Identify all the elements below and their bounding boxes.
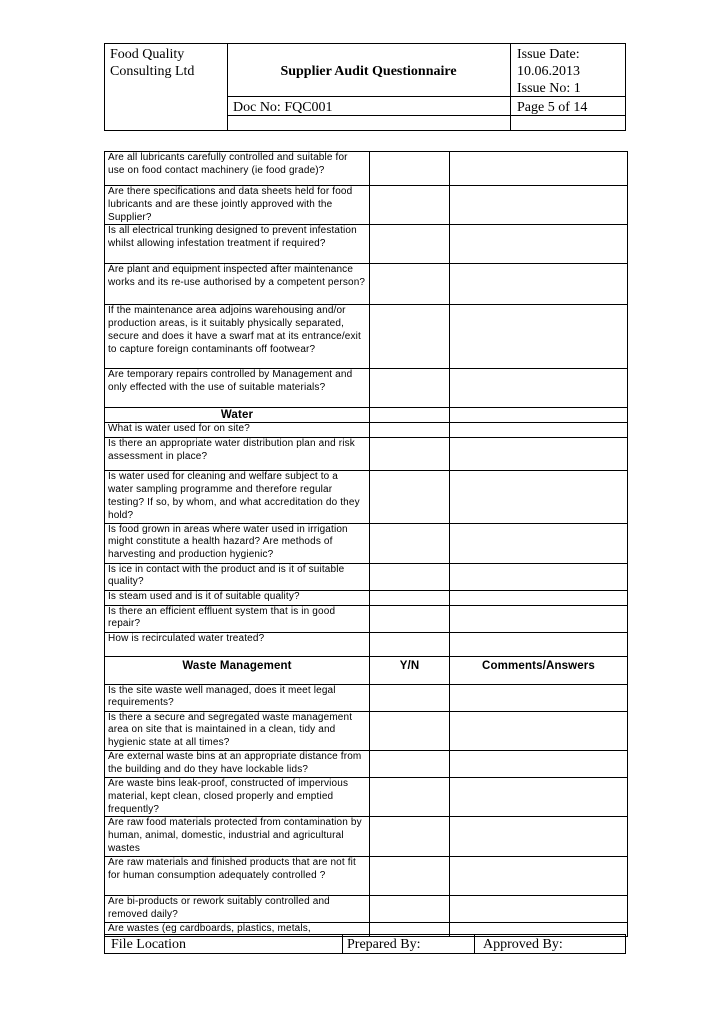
file-location-label: File Location: [111, 937, 187, 952]
table-body-waste: [105, 684, 628, 936]
comment-cell[interactable]: [450, 369, 628, 408]
page-number: Page 5 of 14: [517, 100, 588, 115]
question-row: [105, 369, 628, 408]
question-text: Is all electrical trunking designed to prevent infestation whilst allowing infestation treatment if required?: [105, 225, 370, 264]
section-row-water: [105, 408, 628, 423]
issue-number: Issue No: 1: [517, 81, 581, 96]
question-text: Is food grown in areas where water used in irrigation might constitute a health hazard? Are methods of harvesting and production hygienic?: [105, 523, 370, 563]
footer-divider: [342, 935, 343, 953]
question-row: [105, 423, 628, 438]
comment-cell[interactable]: [450, 438, 628, 471]
header-divider: [510, 44, 511, 130]
questionnaire-table: [104, 151, 628, 937]
answer-cell[interactable]: [370, 563, 450, 590]
company-name-line1: Food Quality: [110, 47, 185, 62]
answer-cell[interactable]: [370, 590, 450, 605]
question-text: Is steam used and is it of suitable quality?: [105, 590, 370, 605]
section-heading-waste-management: Waste Management: [105, 656, 370, 684]
comment-cell[interactable]: [450, 305, 628, 369]
question-text: Are plant and equipment inspected after maintenance works and its re-use authorised by a competent person?: [105, 264, 370, 305]
column-header-row: [105, 656, 628, 684]
column-header-comments: Comments/Answers: [450, 656, 628, 684]
answer-cell[interactable]: [370, 369, 450, 408]
question-row: [105, 777, 628, 816]
comment-cell[interactable]: [450, 523, 628, 563]
comment-cell[interactable]: [450, 225, 628, 264]
answer-cell[interactable]: [370, 777, 450, 816]
question-row: [105, 632, 628, 656]
answer-cell[interactable]: [370, 632, 450, 656]
question-row: [105, 152, 628, 186]
question-text: What is water used for on site?: [105, 423, 370, 438]
question-text: Are all lubricants carefully controlled and suitable for use on food contact machinery (ie food grade)?: [105, 152, 370, 186]
comment-cell[interactable]: [450, 186, 628, 225]
question-text: Is there a secure and segregated waste management area on site that is maintained in a clean, tidy and hygienic state at all times?: [105, 711, 370, 750]
question-text: Is ice in contact with the product and is it of suitable quality?: [105, 563, 370, 590]
table-body-water: [105, 423, 628, 656]
comment-cell[interactable]: [450, 711, 628, 750]
question-row: [105, 264, 628, 305]
question-row: [105, 684, 628, 711]
question-row: [105, 563, 628, 590]
question-text: Is there an efficient effluent system that is in good repair?: [105, 605, 370, 632]
answer-cell[interactable]: [370, 152, 450, 186]
comment-cell[interactable]: [450, 605, 628, 632]
answer-cell[interactable]: [370, 605, 450, 632]
question-row: [105, 186, 628, 225]
question-text: Are temporary repairs controlled by Management and only effected with the use of suitable materials?: [105, 369, 370, 408]
answer-cell[interactable]: [370, 711, 450, 750]
company-name-line2: Consulting Ltd: [110, 64, 195, 79]
comment-cell[interactable]: [450, 264, 628, 305]
question-text: Are there specifications and data sheets held for food lubricants and are these jointly approved with the Supplier?: [105, 186, 370, 225]
header-divider: [227, 44, 228, 130]
answer-cell[interactable]: [370, 264, 450, 305]
question-text: Are wastes (eg cardboards, plastics, metals,: [105, 922, 370, 936]
document-header: [104, 43, 626, 131]
document-footer: [104, 934, 626, 954]
comment-cell[interactable]: [450, 632, 628, 656]
question-row: [105, 225, 628, 264]
comment-cell[interactable]: [450, 856, 628, 895]
comment-cell[interactable]: [450, 152, 628, 186]
question-row: [105, 856, 628, 895]
comment-cell[interactable]: [450, 777, 628, 816]
answer-cell[interactable]: [370, 856, 450, 895]
comment-cell[interactable]: [450, 817, 628, 856]
comment-cell[interactable]: [450, 590, 628, 605]
question-text: Are raw food materials protected from contamination by human, animal, domestic, industrial and agricultural wastes: [105, 817, 370, 856]
section-heading-water: Water: [105, 408, 370, 423]
question-text: Is water used for cleaning and welfare subject to a water sampling programme and therefore regular testing? If so, by whom, and what accreditation do they hold?: [105, 471, 370, 523]
approved-by-label: Approved By:: [483, 937, 563, 952]
comment-cell[interactable]: [450, 471, 628, 523]
question-text: How is recirculated water treated?: [105, 632, 370, 656]
issue-date-label: Issue Date:: [517, 47, 580, 62]
question-row: [105, 590, 628, 605]
answer-cell[interactable]: [370, 423, 450, 438]
table-body-water-heading: [105, 408, 628, 423]
table-body-waste-heading: [105, 656, 628, 684]
answer-cell[interactable]: [370, 186, 450, 225]
question-text: Are bi-products or rework suitably controlled and removed daily?: [105, 895, 370, 922]
question-row: [105, 438, 628, 471]
question-text: Is there an appropriate water distribution plan and risk assessment in place?: [105, 438, 370, 471]
answer-cell[interactable]: [370, 523, 450, 563]
answer-cell[interactable]: [370, 684, 450, 711]
answer-cell[interactable]: [370, 225, 450, 264]
question-row: [105, 817, 628, 856]
question-text: Are external waste bins at an appropriate distance from the building and do they have lockable lids?: [105, 750, 370, 777]
question-text: If the maintenance area adjoins warehousing and/or production areas, is it suitably physically separated, secure and does it have a swarf mat at its entrance/exit to capture foreign contaminants off footwear?: [105, 305, 370, 369]
question-row: [105, 523, 628, 563]
question-text: Are waste bins leak-proof, constructed of impervious material, kept clean, closed properly and emptied frequently?: [105, 777, 370, 816]
answer-cell[interactable]: [370, 408, 450, 423]
comment-cell[interactable]: [450, 895, 628, 922]
question-row: [105, 305, 628, 369]
comment-cell[interactable]: [450, 684, 628, 711]
question-row: [105, 750, 628, 777]
document-title: Supplier Audit Questionnaire: [280, 64, 457, 79]
question-row: [105, 605, 628, 632]
comment-cell[interactable]: [450, 563, 628, 590]
comment-cell[interactable]: [450, 408, 628, 423]
answer-cell[interactable]: [370, 817, 450, 856]
prepared-by-label: Prepared By:: [347, 937, 421, 952]
question-row: [105, 711, 628, 750]
answer-cell[interactable]: [370, 750, 450, 777]
comment-cell[interactable]: [450, 423, 628, 438]
doc-number: Doc No: FQC001: [233, 100, 333, 115]
question-text: Is the site waste well managed, does it meet legal requirements?: [105, 684, 370, 711]
answer-cell[interactable]: [370, 438, 450, 471]
answer-cell[interactable]: [370, 471, 450, 523]
question-row: [105, 471, 628, 523]
table-body-maintenance: [105, 152, 628, 408]
answer-cell[interactable]: [370, 895, 450, 922]
footer-divider: [474, 935, 475, 953]
question-row: [105, 895, 628, 922]
issue-date: 10.06.2013: [517, 64, 580, 79]
comment-cell[interactable]: [450, 750, 628, 777]
column-header-yn: Y/N: [370, 656, 450, 684]
question-text: Are raw materials and finished products that are not fit for human consumption adequately controlled ?: [105, 856, 370, 895]
answer-cell[interactable]: [370, 305, 450, 369]
